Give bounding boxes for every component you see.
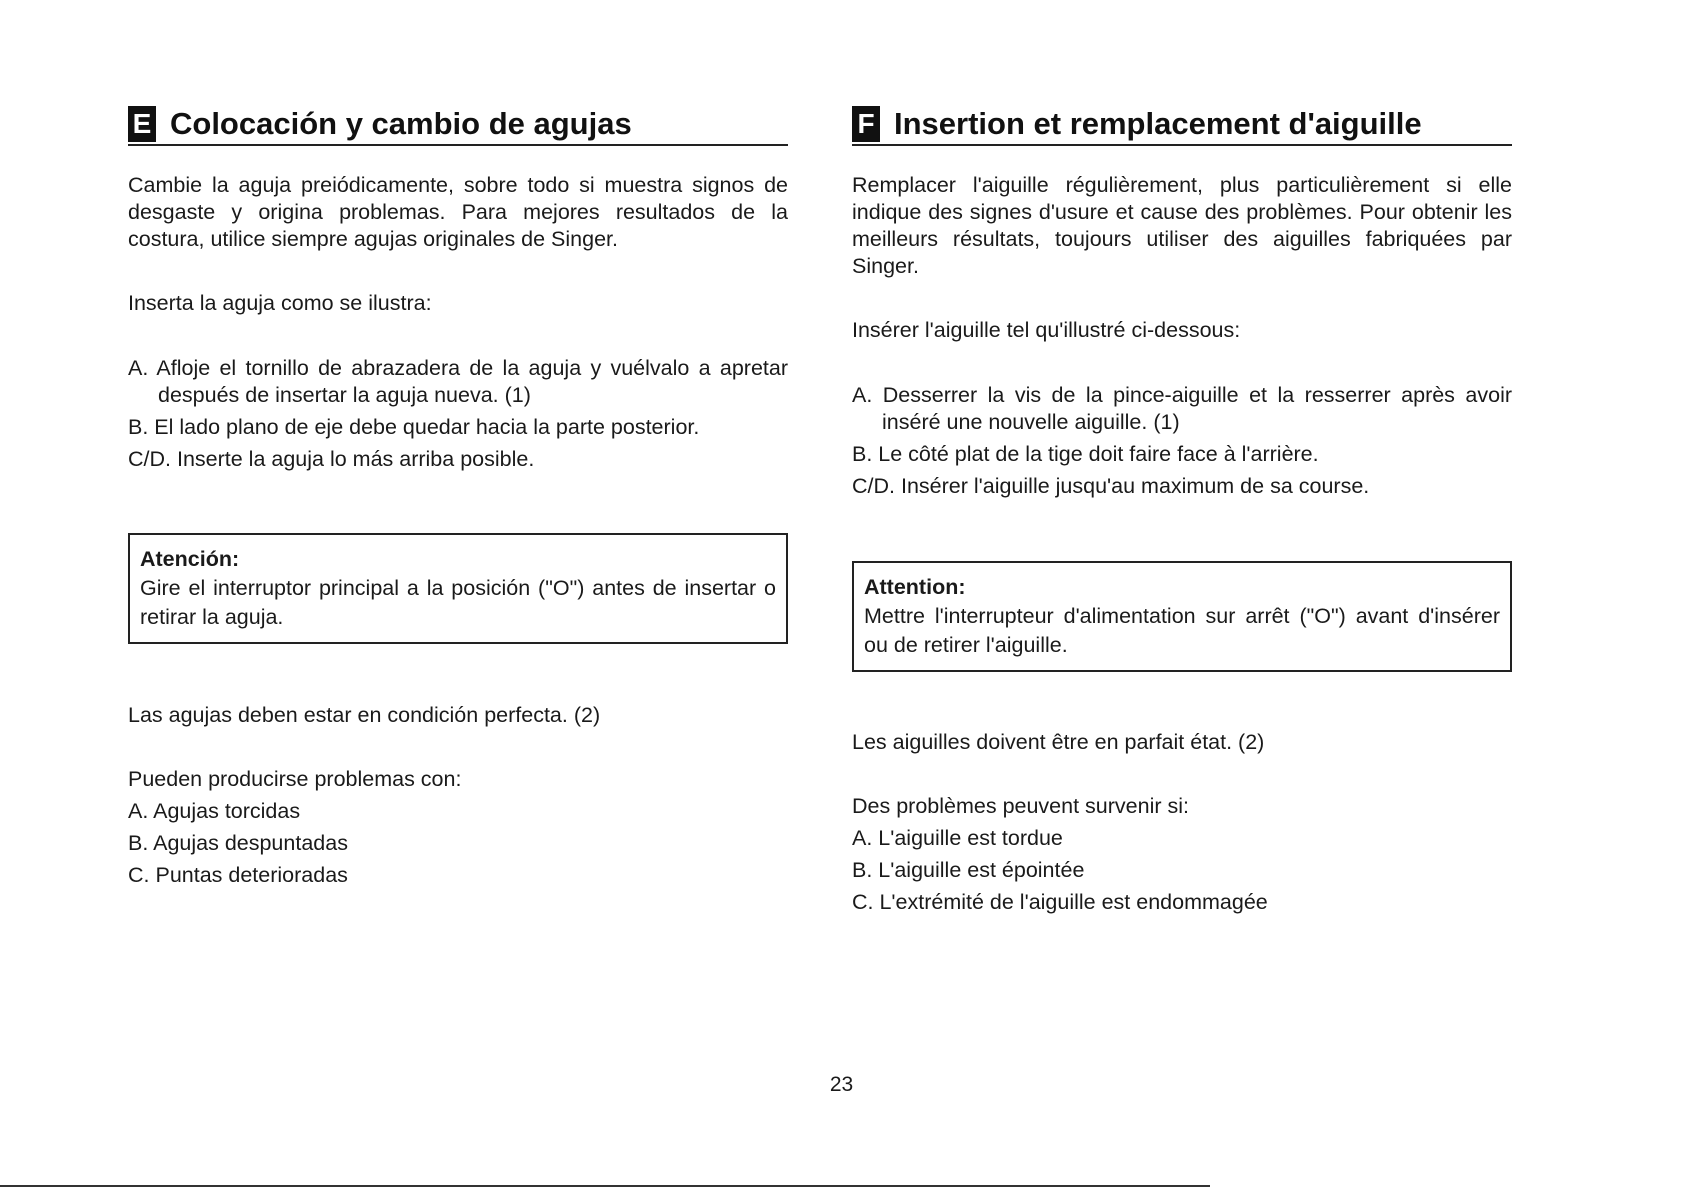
list-item: C/D. Insérer l'aiguille jusqu'au maximum de sa course. — [852, 474, 1370, 498]
spanish-title: Colocación y cambio de agujas — [170, 106, 632, 141]
notice-title: Attention: — [864, 575, 966, 599]
french-problems — [852, 825, 1512, 921]
notice-body: Mettre l'interrupteur d'alimentation sur arrêt ("O") avant d'insérer ou de retirer l'aiguille. — [864, 604, 1500, 657]
section-letter-badge: F — [852, 106, 880, 142]
spanish-problems — [128, 798, 788, 894]
list-item: A. Afloje el tornillo de abrazadera de la aguja y vuélvalo a apretar después de insertar la aguja nueva. (1) — [128, 356, 788, 407]
spanish-heading — [128, 102, 788, 146]
french-intro: Remplacer l'aiguille régulièrement, plus particulièrement si elle indique des signes d'usure et cause des problèmes. Pour obtenir les meilleurs résultats, toujours utiliser des aiguilles fabriquées par Singer. — [852, 173, 1512, 278]
list-item: B. Le côté plat de la tige doit faire face à l'arrière. — [852, 442, 1319, 466]
spanish-condition: Las agujas deben estar en condición perfecta. (2) — [128, 703, 601, 727]
french-condition: Les aiguilles doivent être en parfait état. (2) — [852, 730, 1265, 754]
bottom-divider — [0, 1185, 1210, 1187]
french-instruction: Insérer l'aiguille tel qu'illustré ci-dessous: — [852, 318, 1241, 342]
list-item: A. Agujas torcidas — [128, 799, 301, 823]
list-item: B. El lado plano de eje debe quedar hacia la parte posterior. — [128, 415, 700, 439]
list-item: C. Puntas deterioradas — [128, 863, 348, 887]
section-letter-badge: E — [128, 106, 156, 142]
french-problems-intro: Des problèmes peuvent survenir si: — [852, 794, 1189, 818]
list-item: C/D. Inserte la aguja lo más arriba posible. — [128, 447, 535, 471]
list-item: B. L'aiguille est épointée — [852, 858, 1085, 882]
list-item: B. Agujas despuntadas — [128, 831, 348, 855]
french-title: Insertion et remplacement d'aiguille — [894, 106, 1422, 141]
notice-body: Gire el interruptor principal a la posición ("O") antes de insertar o retirar la aguja. — [140, 576, 776, 629]
list-item: A. Desserrer la vis de la pince-aiguille et la resserrer après avoir inséré une nouvelle aiguille. (1) — [852, 383, 1512, 434]
spanish-instruction: Inserta la aguja como se ilustra: — [128, 291, 432, 315]
notice-title: Atención: — [140, 547, 240, 571]
spanish-problems-intro: Pueden producirse problemas con: — [128, 767, 462, 791]
list-item: A. L'aiguille est tordue — [852, 826, 1063, 850]
page-number: 23 — [829, 1073, 854, 1096]
french-notice-box — [852, 561, 1512, 672]
spanish-steps — [128, 355, 788, 478]
spanish-intro: Cambie la aguja preiódicamente, sobre todo si muestra signos de desgaste y origina problemas. Para mejores resultados de la costura, utilice siempre agujas originales de Singer. — [128, 173, 788, 251]
list-item: C. L'extrémité de l'aiguille est endommagée — [852, 890, 1268, 914]
spanish-notice-box — [128, 533, 788, 644]
french-steps — [852, 382, 1512, 505]
french-heading — [852, 102, 1512, 146]
